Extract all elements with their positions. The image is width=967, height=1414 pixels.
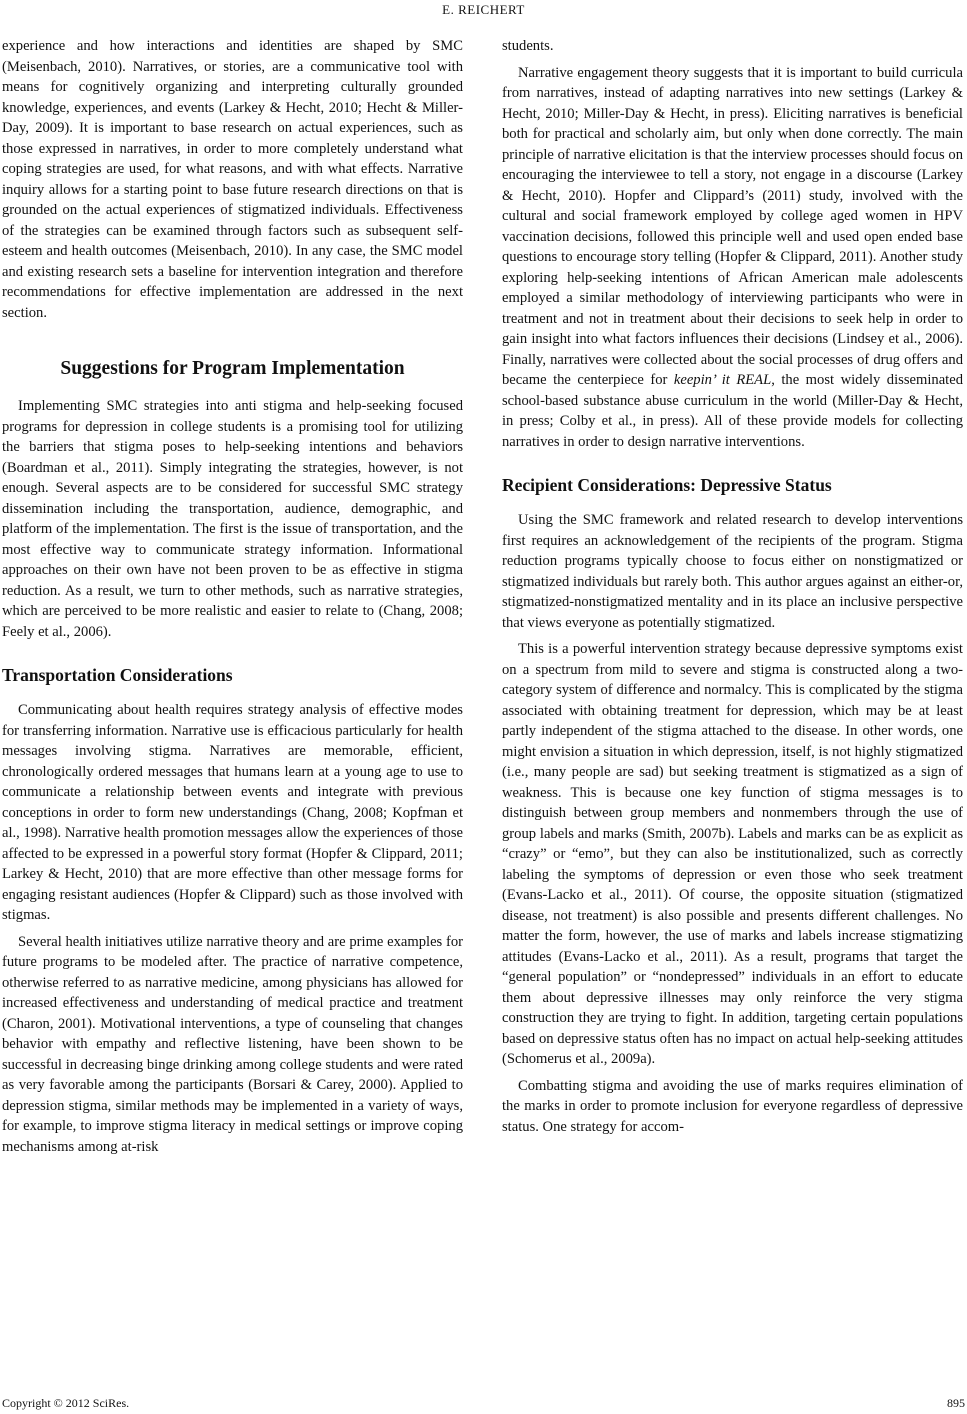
page-number: 895 — [947, 1396, 965, 1410]
paragraph — [502, 63, 963, 453]
paragraph: Implementing SMC strategies into anti stigma and help-seeking focused programs for depression in college students is a promising tool for utilizing the barriers that stigma poses to help-seeking intentions and behaviors (Boardman et al., 2011). Simply integrating the strategies, however, is not enough. Several aspects are to be considered for successful SMC strategy dissemination including the transportation, audience, demographic, and platform of the implementation. The first is the issue of transportation, and the most effective way to communicate strategy information. Informational approaches on their own have not been proven to be as effective in stigma reduction. As a result, we turn to other methods, such as narrative strategies, which are perceived to be more realistic and easier to relate to (Chang, 2008; Feely et al., 2006). — [2, 398, 463, 640]
paragraph: Combatting stigma and avoiding the use of marks requires elimination of the marks in order to promote inclusion for everyone regardless of depressive status. One strategy for accom- — [502, 1077, 963, 1135]
section-heading: Suggestions for Program Implementation — [60, 358, 405, 379]
paragraph: students. — [502, 38, 554, 54]
subsection-heading: Recipient Considerations: Depressive Status — [502, 475, 832, 495]
paragraph: Communicating about health requires strategy analysis of effective modes for transferring information. Narrative use is efficacious particularly for health messages involving stigma. Narratives are memorable, efficient, chronologically ordered messages that humans learn at a young age to use to communicate a relationship between events and integrate with previous conceptions in order to form new understandings (Chang, 2008; Kopfman et al., 1998). Narrative health promotion messages allow the experiences of those affected to be expressed in a powerful story format (Hopfer & Clippard, 2011; Larkey & Hecht, 2010) that are more effective than other message forms for engaging resistant audiences (Hopfer & Clippard) such as those involved with stigmas. — [2, 702, 463, 923]
paragraph: Using the SMC framework and related research to develop interventions first requires an acknowledgement of the recipients of the program. Stigma reduction programs typically choose to focus either on nonstigmatized or stigmatized individuals but rarely both. This author argues against an either-or, stigmatized-nonstigmatized mentality and in its place an inclusive perspective that views everyone as potentially stigmatized. — [502, 512, 963, 631]
curriculum-title: keepin’ it REAL — [673, 372, 772, 388]
right-column — [502, 36, 963, 1137]
paragraph-text-end: , the most widely disseminated school-based substance abuse curriculum in the world (Miller-Day & Hecht, in press; Colby et al., in press). All of these provide models for collecting narratives in order to design narrative interventions. — [502, 372, 963, 450]
running-header: E. REICHERT — [442, 2, 525, 17]
paragraph-text: Narrative engagement theory suggests that it is important to build curricula from narratives, instead of adapting narratives into new settings (Larkey & Hecht, 2010; Miller-Day & Hecht, in press). Eliciting narratives is beneficial both for practical and scholarly aim, but only when done correctly. The main principle of narrative elicitation is that the interview processes should focus on encouraging the interviewee to tell a story, not engage in a discourse (Larkey & Hecht, 2010). Hopfer and Clippard’s (2011) study, involved with the cultural and social framework employed by college aged women in HPV vaccination decisions, followed this principle well and used open ended base questions to encourage story telling (Hopfer & Clippard, 2011). Another study exploring help-seeking intentions of African American male adolescents employed a similar methodology of interviewing participants who were in treatment and not in treatment about their decisions to seek help in order to gain insight into what factors influences their decisions (Lindsey et al., 2006). Finally, narratives were collected about the social processes of drug offers and became the centerpiece for — [502, 64, 963, 388]
subsection-heading: Transportation Considerations — [2, 665, 233, 685]
left-column — [2, 36, 463, 1157]
paragraph: Several health initiatives utilize narrative theory and are prime examples for future programs to be modeled after. The practice of narrative competence, otherwise referred to as narrative medicine, among physicians has allowed for increased effectiveness and understanding of medical practice and treatment (Charon, 2001). Motivational interventions, a type of counseling that changes behavior with empathy and reflective listening, have been shown to be successful in decreasing binge drinking among college students and were rated as very favorable among the participants (Borsari & Carey, 2000). Applied to depression stigma, similar methods may be implemented in a variety of ways, for example, to improve stigma literacy in medical settings or improve coping mechanisms among at-risk — [2, 933, 463, 1155]
copyright-notice: Copyright © 2012 SciRes. — [2, 1396, 130, 1410]
paragraph: experience and how interactions and identities are shaped by SMC (Meisenbach, 2010). Narratives, or stories, are a communicative tool with means for cognitively organizing and interpreting culturally grounded knowledge, experiences, and events (Larkey & Hecht, 2010; Hecht & Miller-Day, 2009). It is important to base research on actual experiences, such as those expressed in narratives, in order to more completely understand what coping strategies are used, for what reasons, and with what effects. Narrative inquiry allows for a starting point to base future research directions on that is grounded on the actual experiences of stigmatized individuals. Effectiveness of the strategies can be examined through factors such as subsequent self-esteem and health outcomes (Meisenbach, 2010). In any case, the SMC model and existing research sets a baseline for intervention integration and therefore recommendations for effective implementation are addressed in the next section. — [2, 38, 463, 321]
paragraph: This is a powerful intervention strategy because depressive symptoms exist on a spectrum from mild to severe and stigma is constructed along a two-category system of difference and normalcy. This is complicated by the stigma associated with obtaining treatment for depression, which may be at least partly independent of the stigma attached to the disease. In other words, one might envision a situation in which depression, itself, is not highly stigmatized (i.e., many people are sad) but seeking treatment is stigmatized as a sign of weakness. This is because one key function of stigma messages is to distinguish between group members and nonmembers through the use of group labels and marks (Smith, 2007b). Labels and marks can be as explicit as “crazy” or “emo”, but they can also be institutionalized, such as correctly labeling the symptoms of depression or even those who seek treatment (Evans-Lacko et al., 2011). Of course, the opposite situation (stigmatized disease, not treatment) is also possible and presents different challenges. No matter the form, however, the use of marks and labels increase stigmatizing attitudes (Evans-Lacko et al., 2011). As a result, programs that target the “general population” or “nondepressed” individuals in an effort to educate them about depressive illnesses may only reinforce the very stigma construction they are trying to fight. In addition, targeting certain populations based on depressive status often has no impact on actual help-seeking attitudes (Schomerus et al., 2009a). — [502, 641, 963, 1067]
